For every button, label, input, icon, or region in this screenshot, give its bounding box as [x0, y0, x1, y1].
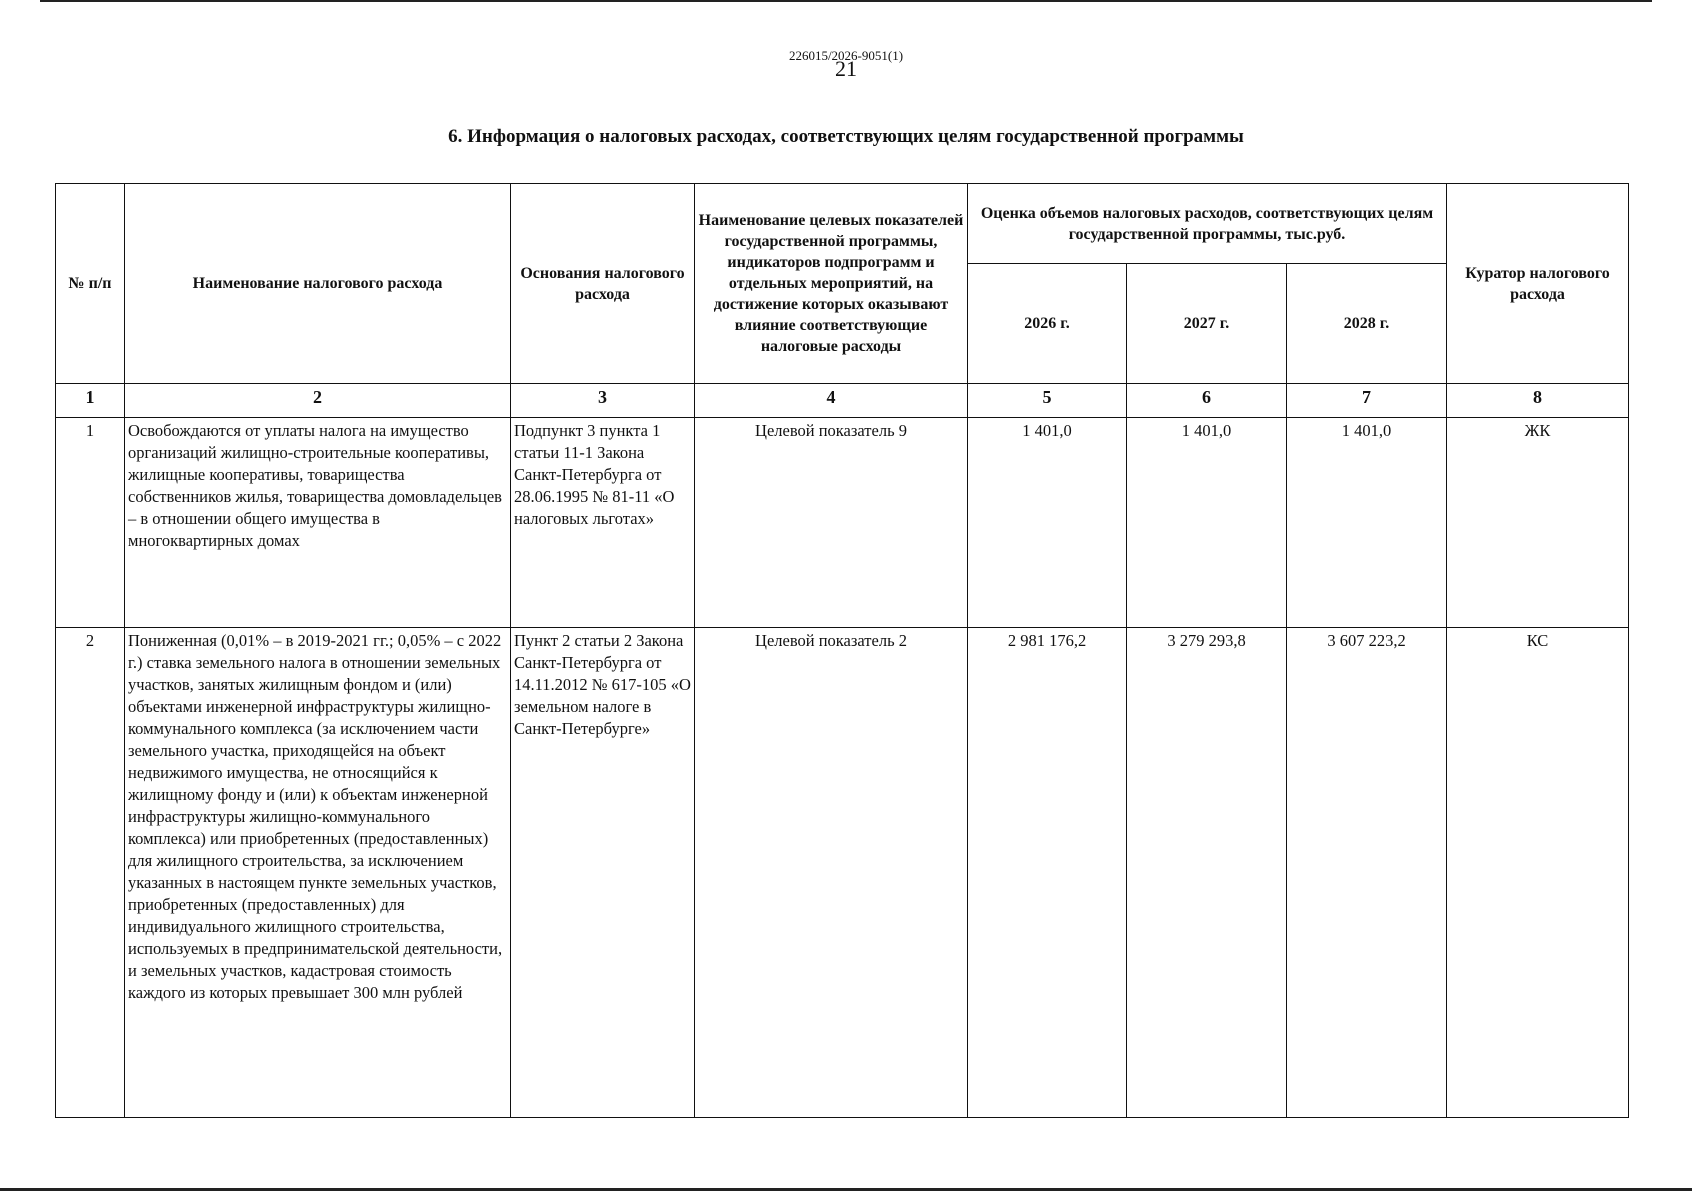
- col-number: 5: [968, 384, 1127, 418]
- header-indicators: Наименование целевых показателей государственной программы, индикаторов подпрограмм и отдельных мероприятий, на достижение которых оказывают влияние соответствующие налоговые расходы: [695, 184, 968, 384]
- header-year-2028: 2028 г.: [1287, 264, 1447, 384]
- header-curator: Куратор налогового расхода: [1447, 184, 1629, 384]
- row-basis: Подпункт 3 пункта 1 статьи 11-1 Закона Санкт-Петербурга от 28.06.1995 № 81-11 «О налоговых льготах»: [511, 418, 695, 628]
- row-curator: ЖК: [1447, 418, 1629, 628]
- header-name: Наименование налогового расхода: [125, 184, 511, 384]
- table-row: [56, 628, 1629, 1118]
- header-num: № п/п: [56, 184, 125, 384]
- column-number-row: [56, 384, 1629, 418]
- row-indicator: Целевой показатель 9: [695, 418, 968, 628]
- table-row: [56, 418, 1629, 628]
- row-name: Пониженная (0,01% – в 2019-2021 гг.; 0,05% – с 2022 г.) ставка земельного налога в отношении земельных участков, занятых жилищным фондом и (или) объектами инженерной инфраструктуры жилищно-коммунального комплекса (за исключением части земельного участка, приходящейся на объект недвижимого имущества, не относящийся к жилищному фонду и (или) к объектам инженерной инфраструктуры жилищно-коммунального комплекса) или приобретенных (предоставленных) для жилищного строительства, за исключением указанных в настоящем пункте земельных участков, приобретенных (предоставленных) для индивидуального жилищного строительства, используемых в предпринимательской деятельности, и земельных участков, кадастровая стоимость каждого из которых превышает 300 млн рублей: [125, 628, 511, 1118]
- section-title: 6. Информация о налоговых расходах, соответствующих целям государственной программы: [448, 126, 1244, 147]
- header-year-2026: 2026 г.: [968, 264, 1127, 384]
- document-number: 226015/2026-9051(1): [788, 48, 904, 63]
- col-number: 2: [125, 384, 511, 418]
- row-indicator: Целевой показатель 2: [695, 628, 968, 1118]
- col-number: 4: [695, 384, 968, 418]
- tax-expenditure-table: [55, 183, 1629, 1118]
- row-basis: Пункт 2 статьи 2 Закона Санкт-Петербурга от 14.11.2012 № 617-105 «О земельном налоге в Санкт-Петербурге»: [511, 628, 695, 1118]
- col-number: 7: [1287, 384, 1447, 418]
- header-year-2027: 2027 г.: [1127, 264, 1287, 384]
- row-value-2026: 2 981 176,2: [968, 628, 1127, 1118]
- row-value-2028: 3 607 223,2: [1287, 628, 1447, 1118]
- col-number: 1: [56, 384, 125, 418]
- col-number: 3: [511, 384, 695, 418]
- row-name: Освобождаются от уплаты налога на имущество организаций жилищно-строительные кооперативы, жилищные кооперативы, товарищества собственников жилья, товарищества домовладельцев – в отношении общего имущества в многоквартирных домах: [125, 418, 511, 628]
- row-value-2027: 3 279 293,8: [1127, 628, 1287, 1118]
- col-number: 8: [1447, 384, 1629, 418]
- header-basis: Основания налогового расхода: [511, 184, 695, 384]
- col-number: 6: [1127, 384, 1287, 418]
- row-value-2028: 1 401,0: [1287, 418, 1447, 628]
- row-value-2026: 1 401,0: [968, 418, 1127, 628]
- header-row-top: [56, 184, 1629, 264]
- row-num: 1: [56, 418, 125, 628]
- row-curator: КС: [1447, 628, 1629, 1118]
- top-border-line: [40, 0, 1652, 2]
- row-num: 2: [56, 628, 125, 1118]
- row-value-2027: 1 401,0: [1127, 418, 1287, 628]
- header-estimate: Оценка объемов налоговых расходов, соответствующих целям государственной программы, тыс.руб.: [968, 184, 1447, 264]
- bottom-border-line: [0, 1188, 1692, 1191]
- page-number: 21: [835, 56, 857, 81]
